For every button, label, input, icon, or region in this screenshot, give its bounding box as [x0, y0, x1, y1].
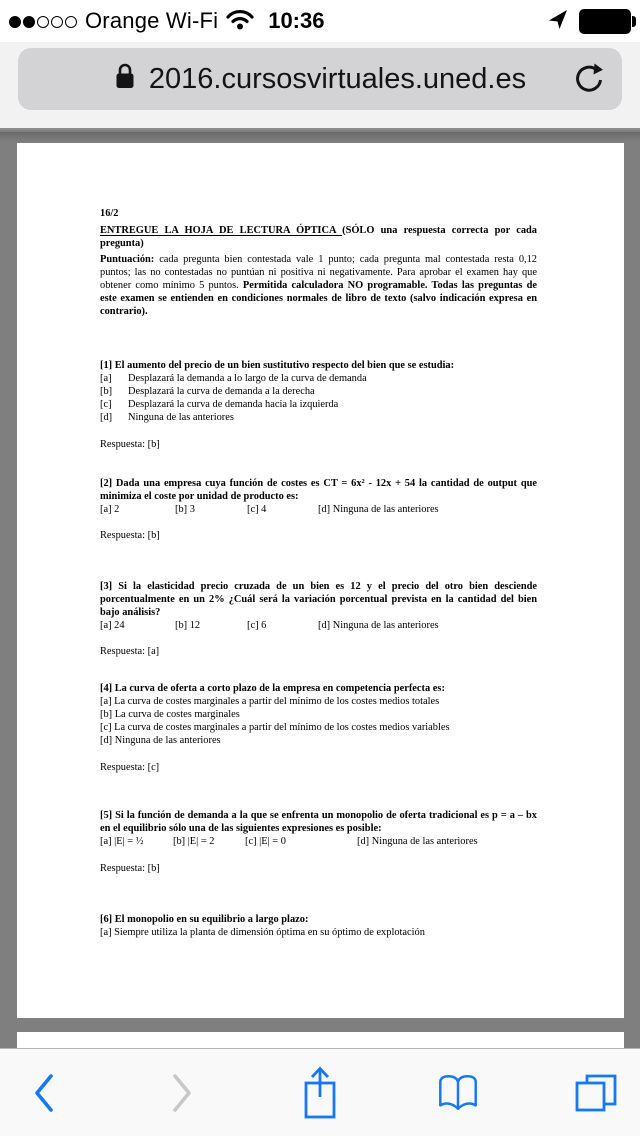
lock-icon	[114, 62, 136, 98]
option: [b] 12	[175, 620, 201, 632]
question-2	[100, 477, 537, 543]
option: [a] 2	[100, 504, 120, 516]
exam-title	[100, 224, 537, 250]
option-label: [a]	[100, 372, 112, 384]
url-field[interactable]	[18, 48, 622, 110]
status-bar	[0, 0, 640, 42]
carrier-label: Orange Wi-Fi	[85, 8, 219, 33]
option-label: [d]	[100, 412, 113, 424]
question-4-text: [4] La curva de oferta a corto plazo de la empresa en competencia perfecta es:	[100, 682, 445, 694]
option-label: [c]	[100, 399, 112, 411]
question-2-options	[100, 503, 537, 516]
question-3-answer: Respuesta: [a]	[100, 646, 160, 658]
chevron-left-icon	[33, 1072, 55, 1114]
scoring-label: Puntuación:	[100, 253, 155, 265]
book-icon	[436, 1073, 480, 1113]
option: [d] Ninguna de las anteriores	[357, 836, 478, 848]
question-2-answer: Respuesta: [b]	[100, 530, 160, 542]
wifi-icon	[226, 9, 254, 35]
scoring-bold-tail: Permitida calculadora NO programable. Todas las preguntas de este examen se entienden en condiciones normales de libro de texto (salvo indicación expresa en contrario).	[100, 280, 537, 318]
question-3	[100, 580, 537, 659]
address-bar	[0, 42, 640, 130]
option: [d] Ninguna de las anteriores	[318, 620, 439, 632]
option-text: Desplazará la curva de demanda hacia la izquierda	[128, 399, 339, 411]
question-3-options	[100, 619, 537, 632]
back-button[interactable]	[22, 1063, 66, 1123]
question-1-option-a	[100, 372, 537, 385]
bottom-toolbar	[0, 1048, 640, 1136]
question-1-option-d	[100, 411, 537, 424]
question-5-answer: Respuesta: [b]	[100, 862, 160, 874]
question-4	[100, 682, 537, 774]
page-label: 16/2	[100, 208, 119, 219]
chevron-right-icon	[171, 1072, 193, 1114]
document-page	[17, 143, 624, 1018]
battery-icon	[579, 9, 631, 34]
question-5-options	[100, 835, 537, 848]
exam-document	[17, 143, 624, 939]
option: [c] |E| = 0	[245, 836, 286, 848]
question-6	[100, 913, 537, 939]
option-label: [b]	[100, 386, 113, 398]
share-button[interactable]	[298, 1063, 342, 1123]
option: [a] 24	[100, 620, 125, 632]
scoring-text: cada pregunta bien contestada vale 1 punto; cada pregunta mal contestada resta 0,12 puntos; las no contestadas no puntúan ni positiva ni negativamente. Para aprobar el examen hay que obtener como mínimo 5 puntos.	[100, 253, 537, 292]
exam-title-rest: (SÓLO una respuesta correcta por cada pregunta)	[100, 225, 537, 250]
option-text: Desplazará la curva de demanda a la derecha	[128, 386, 315, 398]
question-6-text: [6] El monopolio en su equilibrio a largo plazo:	[100, 913, 309, 925]
option: [a] |E| = ½	[100, 836, 144, 848]
question-1-text: [1] El aumento del precio de un bien sustitutivo respecto del bien que se estudia:	[100, 359, 455, 371]
option-text: Desplazará la demanda a lo largo de la curva de demanda	[128, 372, 367, 384]
scoring-paragraph	[100, 253, 537, 319]
exam-title-underlined: ENTREGUE LA HOJA DE LECTURA ÓPTICA	[100, 225, 343, 237]
question-1-answer: Respuesta: [b]	[100, 438, 160, 450]
web-content-area[interactable]	[0, 132, 640, 1048]
question-4-option-d: [d] Ninguna de las anteriores	[100, 735, 221, 747]
question-3-text: [3] Si la elasticidad precio cruzada de un bien es 12 y el precio del otro bien desciende porcentualmente en un 2% ¿Cuál será la variación porcentual prevista en la cantidad del bien bajo análisis?	[100, 580, 537, 619]
question-4-answer: Respuesta: [c]	[100, 761, 160, 773]
question-1-option-b	[100, 385, 537, 398]
reload-button[interactable]	[572, 62, 606, 96]
option-text: Ninguna de las anteriores	[128, 412, 234, 424]
question-4-option-c: [c] La curva de costes marginales a partir del mínimo de los costes medios variables	[100, 722, 450, 734]
tabs-button[interactable]	[574, 1063, 618, 1123]
question-1	[100, 359, 537, 451]
option: [d] Ninguna de las anteriores	[318, 504, 439, 516]
forward-button[interactable]	[160, 1063, 204, 1123]
url-text: 2016.cursosvirtuales.uned.es	[148, 62, 527, 95]
share-icon	[303, 1065, 337, 1121]
question-5	[100, 809, 537, 875]
question-1-option-c	[100, 398, 537, 411]
time-label: 10:36	[268, 8, 325, 33]
option: [b] 3	[175, 504, 195, 516]
question-2-text: [2] Dada una empresa cuya función de costes es CT = 6x² - 12x + 54 la cantidad de output que minimiza el coste por unidad de producto es:	[100, 477, 537, 503]
document-page-next	[17, 1032, 624, 1048]
location-arrow-icon	[547, 8, 569, 35]
signal-strength-icon	[9, 16, 77, 28]
bookmarks-button[interactable]	[436, 1063, 480, 1123]
question-4-option-a: [a] La curva de costes marginales a partir del mínimo de los costes medios totales	[100, 695, 440, 707]
option: [b] |E| = 2	[173, 836, 215, 848]
option: [c] 6	[247, 620, 267, 632]
option: [c] 4	[247, 504, 267, 516]
question-5-text: [5] Si la función de demanda a la que se enfrenta un monopolio de oferta tradicional es p = a – bx en el equilibrio sólo una de las siguientes expresiones es posible:	[100, 809, 537, 835]
question-6-option-a: [a] Siempre utiliza la planta de dimensión óptima en su óptimo de explotación	[100, 926, 425, 938]
tabs-icon	[574, 1073, 618, 1113]
question-4-option-b: [b] La curva de costes marginales	[100, 709, 240, 721]
